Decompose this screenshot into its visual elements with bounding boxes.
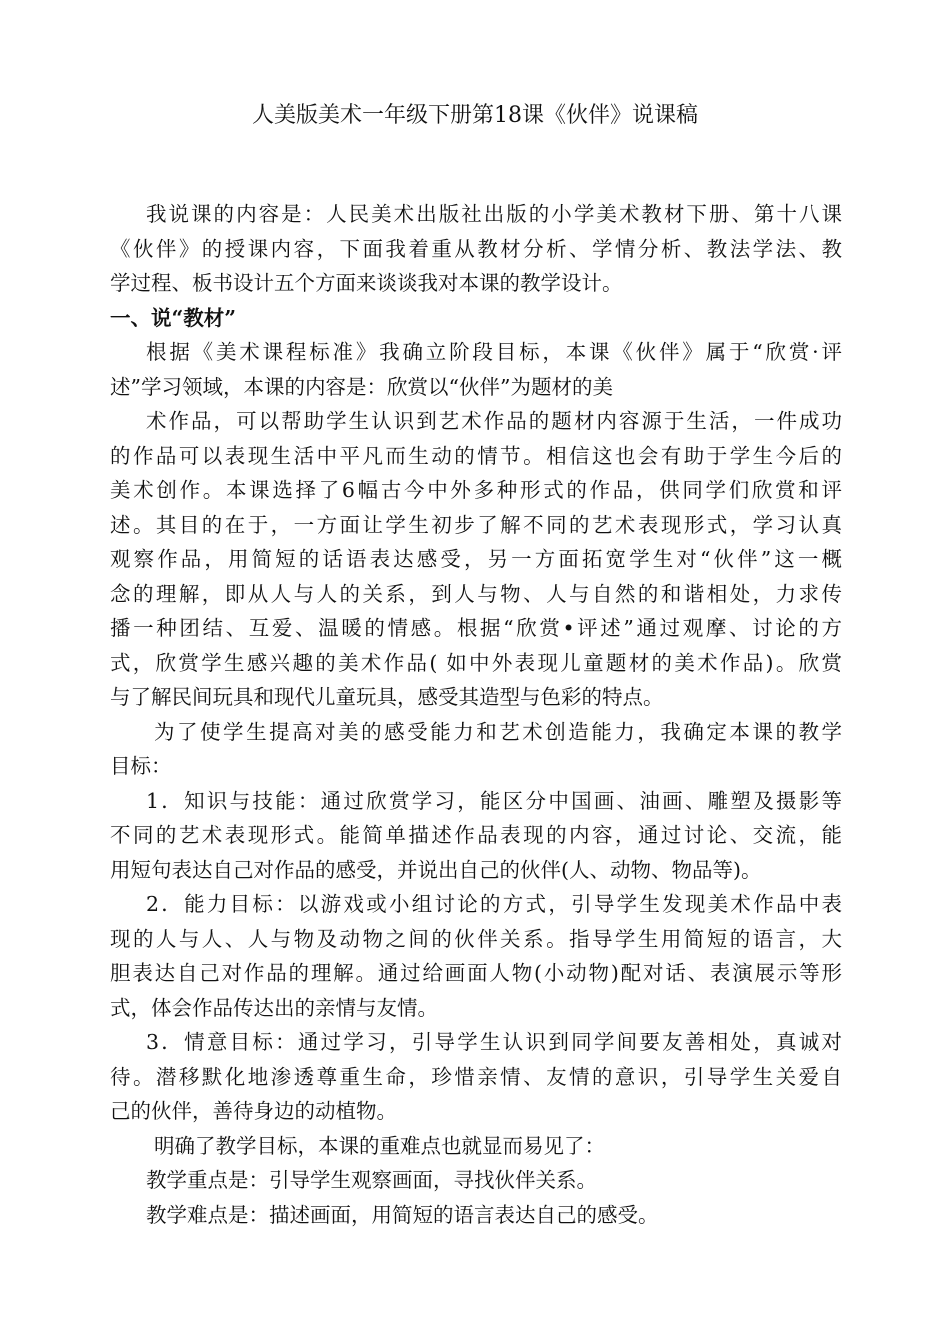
document-title: 人美版美术一年级下册第18课《伙伴》说课稿 — [252, 103, 698, 128]
paragraph-line: 为了使学生提高对美的感受能力和艺术创造能力，我确定本课的教学 — [154, 719, 842, 744]
list-item-line: 不同的艺术表现形式。能简单描述作品表现的内容，通过讨论、交流，能 — [110, 823, 842, 847]
list-item-line: 3．情意目标：通过学习，引导学生认识到同学间要友善相处，真诚对 — [146, 1030, 842, 1054]
paragraph-line: 术作品，可以帮助学生认识到艺术作品的题材内容源于生活，一件成功 — [146, 409, 842, 433]
paragraph-line: 《伙伴》的授课内容，下面我着重从教材分析、学情分析、教法学法、教 — [110, 236, 842, 261]
list-item-line: 待。潜移默化地渗透尊重生命，珍惜亲情、友情的意识，引导学生关爱自 — [110, 1064, 842, 1089]
paragraph-line: 观察作品，用简短的话语表达感受，另一方面拓宽学生对“伙伴”这一概 — [110, 547, 842, 571]
paragraph-line: 述。其目的在于，一方面让学生初步了解不同的艺术表现形式，学习认真 — [110, 512, 842, 537]
list-item-line: 胆表达自己对作品的理解。通过给画面人物(小动物)配对话、表演展示等形 — [110, 961, 842, 985]
paragraph-line: 教学重点是：引导学生观察画面，寻找伙伴关系。 — [146, 1168, 597, 1192]
paragraph-line: 教学难点是：描述画面，用简短的语言表达自己的感受。 — [146, 1202, 659, 1227]
paragraph-line: 美术创作。本课选择了6幅古今中外多种形式的作品，供同学们欣赏和评 — [110, 478, 842, 502]
paragraph-line: 学过程、板书设计五个方面来谈谈我对本课的教学设计。 — [110, 271, 623, 295]
paragraph-line: 与了解民间玩具和现代儿童玩具，感受其造型与色彩的特点。 — [110, 685, 664, 709]
list-item-line: 2．能力目标：以游戏或小组讨论的方式，引导学生发现美术作品中表 — [146, 892, 842, 916]
paragraph-line: 我说课的内容是：人民美术出版社出版的小学美术教材下册、第十八课 — [146, 202, 842, 226]
list-item-line: 己的伙伴，善待身边的动植物。 — [110, 1099, 397, 1123]
paragraph-line: 目标： — [110, 754, 172, 778]
list-item-line: 用短句表达自己对作品的感受，并说出自己的伙伴(人、动物、物品等)。 — [110, 857, 762, 882]
paragraph-line: 明确了教学目标，本课的重难点也就显而易见了： — [154, 1133, 605, 1158]
paragraph-line: 播一种团结、互爱、温暖的情感。根据“欣赏•评述”通过观摩、讨论的方 — [110, 616, 842, 640]
paragraph-line: 式，欣赏学生感兴趣的美术作品( 如中外表现儿童题材的美术作品)。欣赏 — [110, 650, 842, 675]
paragraph-line: 的作品可以表现生活中平凡而生动的情节。相信这也会有助于学生今后的 — [110, 443, 842, 468]
list-item-line: 现的人与人、人与物及动物之间的伙伴关系。指导学生用简短的语言，大 — [110, 926, 842, 951]
list-item-line: 式，体会作品传达出的亲情与友情。 — [110, 995, 438, 1020]
section-heading: 一、说“教材” — [110, 305, 237, 330]
paragraph-line: 根据《美术课程标准》我确立阶段目标，本课《伙伴》属于“欣赏·评 — [146, 340, 842, 364]
paragraph-line: 述”学习领域，本课的内容是：欣赏以“伙伴”为题材的美 — [110, 374, 613, 399]
paragraph-line: 念的理解，即从人与人的关系，到人与物、人与自然的和谐相处，力求传 — [110, 581, 842, 606]
document-body — [110, 197, 842, 1232]
list-item-line: 1．知识与技能：通过欣赏学习，能区分中国画、油画、雕塑及摄影等 — [146, 788, 842, 813]
